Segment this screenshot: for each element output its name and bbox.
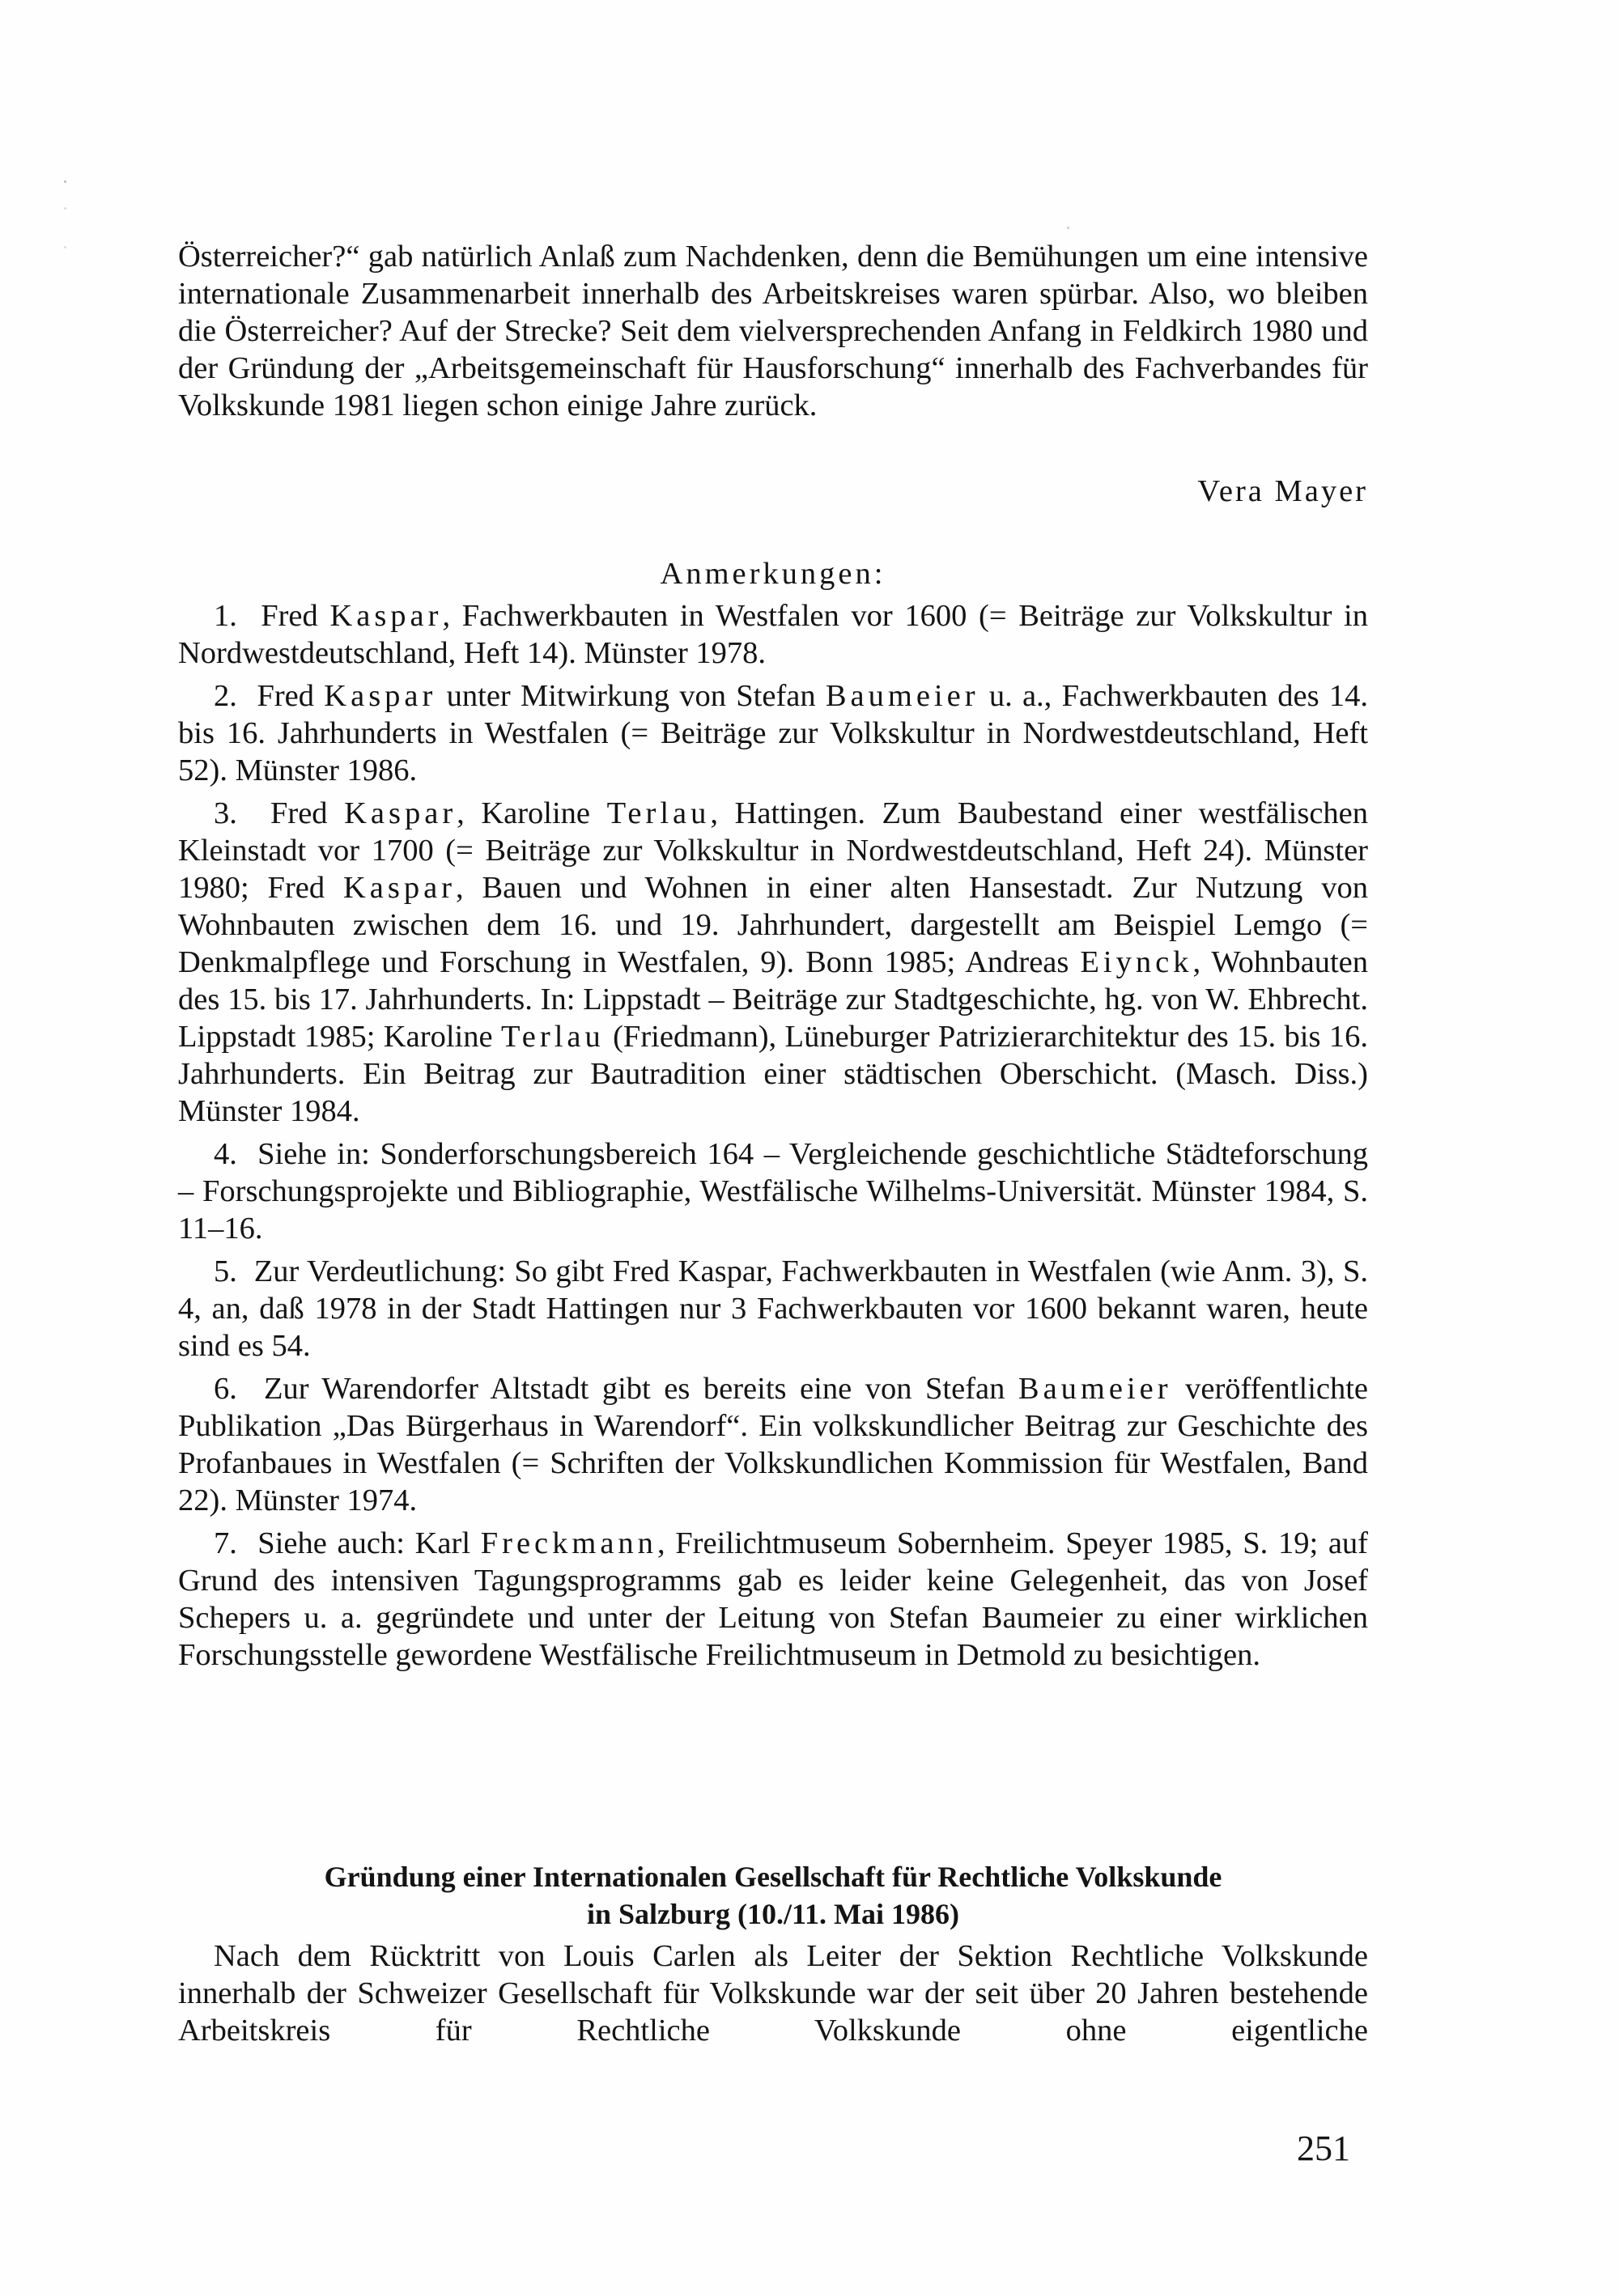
author-name: Kaspar: [324, 679, 437, 713]
scan-speck: [64, 246, 66, 248]
author-name: Eiynck: [1080, 945, 1193, 979]
author-name: Terlau: [606, 796, 711, 830]
note-number: 4.: [214, 1137, 237, 1171]
note-3: 3. Fred Kaspar, Karoline Terlau, Hattingen. Zum Baubestand einer westfälischen Kleinstadt vor 1700 (= Beiträge zur Volkskultur in Nordwestdeutschland, Heft 24). Münster 1980; Fred Kaspar, Bauen und Wohnen in einer alten Hansestadt. Zur Nutzung von Wohnbauten zwischen dem 16. und 19. Jahrhundert, dargestellt am Beispiel Lemgo (= Denkmalpflege und Forschung in Westfalen, 9). Bonn 1985; Andreas Eiynck, Wohnbauten des 15. bis 17. Jahrhunderts. In: Lippstadt – Beiträge zur Stadtgeschichte, hg. von W. Ehbrecht. Lippstadt 1985; Karoline Terlau (Friedmann), Lüneburger Patrizierarchitektur des 15. bis 16. Jahrhunderts. Ein Beitrag zur Bautradition einer städtischen Oberschicht. (Masch. Diss.) Münster 1984.: [178, 796, 1368, 1128]
note-4: 4. Siehe in: Sonderforschungsbereich 164 – Vergleichende geschichtliche Städteforschung – Forschungsprojekte und Bibliographie, Westfälische Wilhelms-Universität. Münster 1984, S. 11–16.: [178, 1137, 1369, 1246]
notes-list: [178, 597, 1368, 1679]
note-7: 7. Siehe auch: Karl Freckmann, Freilichtmuseum Sobernheim. Speyer 1985, S. 19; auf Grund des intensiven Tagungsprogramms gab es leider keine Gelegenheit, das von Josef Schepers u. a. gegründete und unter der Leitung von Stefan Baumeier zu einer wirklichen Forschungsstelle gewordene Westfälische Freilichtmuseum in Detmold zu besichtigen.: [178, 1526, 1369, 1672]
note-number: 5.: [214, 1254, 237, 1288]
note-number: 7.: [214, 1526, 237, 1560]
author-name: Baumeier: [825, 679, 979, 713]
note-5: 5. Zur Verdeutlichung: So gibt Fred Kaspar, Fachwerkbauten in Westfalen (wie Anm. 3), S. 4, an, daß 1978 in der Stadt Hattingen nur 3 Fachwerkbauten vor 1600 bekannt waren, heute sind es 54.: [178, 1254, 1368, 1363]
author-name: Baumeier: [1018, 1372, 1172, 1406]
author-name: Freckmann: [480, 1526, 657, 1560]
section-heading-line-2: in Salzburg (10./11. Mai 1986): [586, 1898, 960, 1930]
author-name: Kaspar: [329, 599, 443, 633]
note-number: 3.: [214, 796, 237, 830]
section-heading-line-1: Gründung einer Internationalen Gesellschaft für Rechtliche Volkskunde: [324, 1861, 1222, 1893]
page-number: 251: [1297, 2128, 1350, 2168]
note-number: 2.: [214, 679, 237, 713]
author-name: Kaspar: [342, 871, 456, 905]
author-name: Kaspar: [344, 796, 457, 830]
note-2: 2. Fred Kaspar unter Mitwirkung von Stefan Baumeier u. a., Fachwerkbauten des 14. bis 16. Jahrhunderts in Westfalen (= Beiträge zur Volkskultur in Nordwestdeutschland, Heft 52). Münster 1986.: [178, 679, 1368, 787]
scan-speck: [64, 180, 66, 183]
scan-speck: [1067, 227, 1069, 229]
section-heading: [178, 1858, 1368, 1933]
continuation-paragraph: [178, 238, 1368, 424]
note-1: 1. Fred Kaspar, Fachwerkbauten in Westfalen vor 1600 (= Beiträge zur Volkskultur in Nordwestdeutschland, Heft 14). Münster 1978.: [178, 599, 1369, 670]
author-name: Terlau: [500, 1020, 605, 1054]
notes-heading: Anmerkungen:: [660, 557, 886, 591]
author-signature: Vera Mayer: [1197, 474, 1368, 508]
section-body: [178, 1937, 1368, 2049]
paragraph-text: Österreicher?“ gab natürlich Anlaß zum Nachdenken, denn die Bemühungen um eine intensive internationale Zusammenarbeit innerhalb des Arbeitskreises waren spürbar. Also, wo bleiben die Österreicher? Auf der Strecke? Seit dem vielversprechenden Anfang in Feldkirch 1980 und der Gründung der „Arbeitsgemeinschaft für Hausforschung“ innerhalb des Fachverbandes für Volkskunde 1981 liegen schon einige Jahre zurück.: [178, 240, 1368, 422]
note-number: 1.: [214, 599, 237, 633]
paragraph-text: Nach dem Rücktritt von Louis Carlen als Leiter der Sektion Rechtliche Volkskunde innerhalb der Schweizer Gesellschaft für Volkskunde war der seit über 20 Jahren bestehende Arbeitskreis für Rechtliche Volkskunde ohne eigentliche: [178, 1939, 1368, 2048]
note-6: 6. Zur Warendorfer Altstadt gibt es bereits eine von Stefan Baumeier veröffentlichte Publikation „Das Bürgerhaus in Warendorf“. Ein volkskundlicher Beitrag zur Geschichte des Profanbaues in Westfalen (= Schriften der Volkskundlichen Kommission für Westfalen, Band 22). Münster 1974.: [178, 1372, 1369, 1517]
note-number: 6.: [214, 1372, 237, 1406]
scan-speck: [64, 207, 66, 210]
